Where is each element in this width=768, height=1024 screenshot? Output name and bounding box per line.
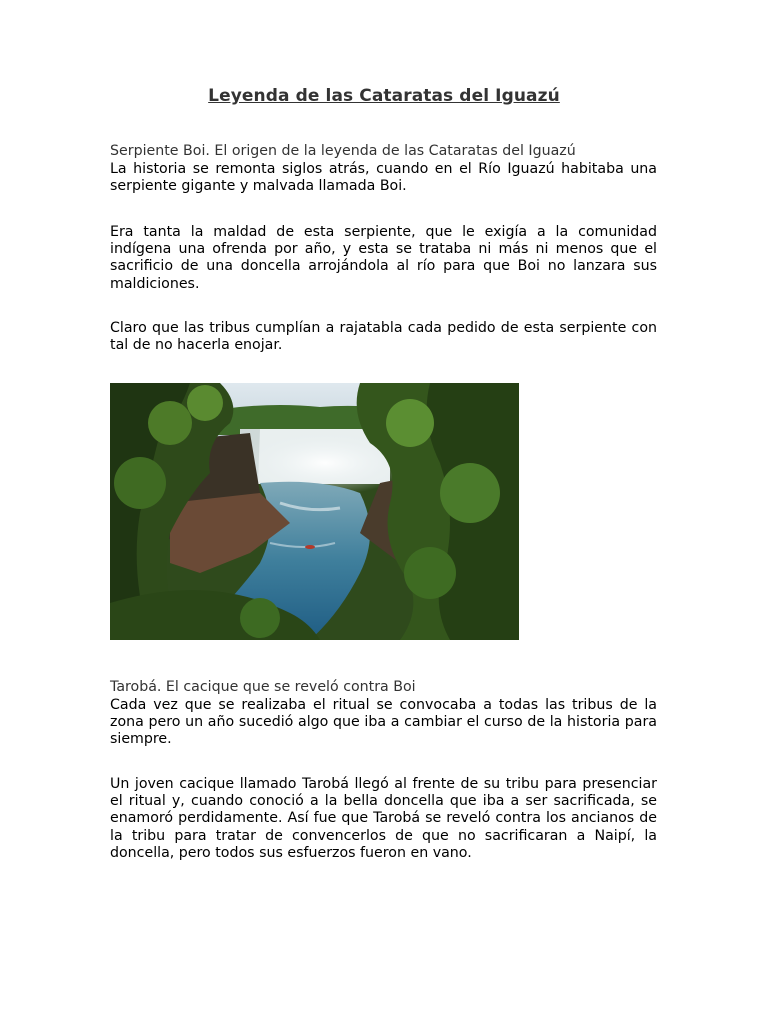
section-heading-serpiente-boi: Serpiente Boi. El origen de la leyenda de las Cataratas del Iguazú (110, 143, 576, 159)
waterfall-photo (110, 383, 519, 640)
paragraph-1: La historia se remonta siglos atrás, cuando en el Río Iguazú habitaba una serpiente gigante y malvada llamada Boi. (110, 161, 657, 195)
paragraph-2: Era tanta la maldad de esta serpiente, que le exigía a la comunidad indígena una ofrenda por año, y esta se trataba ni más ni menos que el sacrificio de una doncella arrojándola al río para que Boi no lanzara sus maldiciones. (110, 224, 657, 292)
paragraph-5: Un joven cacique llamado Tarobá llegó al frente de su tribu para presenciar el ritual y, cuando conoció a la bella doncella que iba a ser sacrificada, se enamoró perdidamente. Así fue que Tarobá se reveló contra los ancianos de la tribu para tratar de convencerlos de que no sacrificaran a Naipí, la doncella, pero todos sus esfuerzos fueron en vano. (110, 776, 657, 861)
document-title: Leyenda de las Cataratas del Iguazú (208, 86, 560, 106)
paragraph-3: Claro que las tribus cumplían a rajatabla cada pedido de esta serpiente con tal de no hacerla enojar. (110, 320, 657, 354)
section-heading-taroba: Tarobá. El cacique que se reveló contra Boi (110, 679, 416, 695)
paragraph-4: Cada vez que se realizaba el ritual se convocaba a todas las tribus de la zona pero un año sucedió algo que iba a cambiar el curso de la historia para siempre. (110, 697, 657, 748)
